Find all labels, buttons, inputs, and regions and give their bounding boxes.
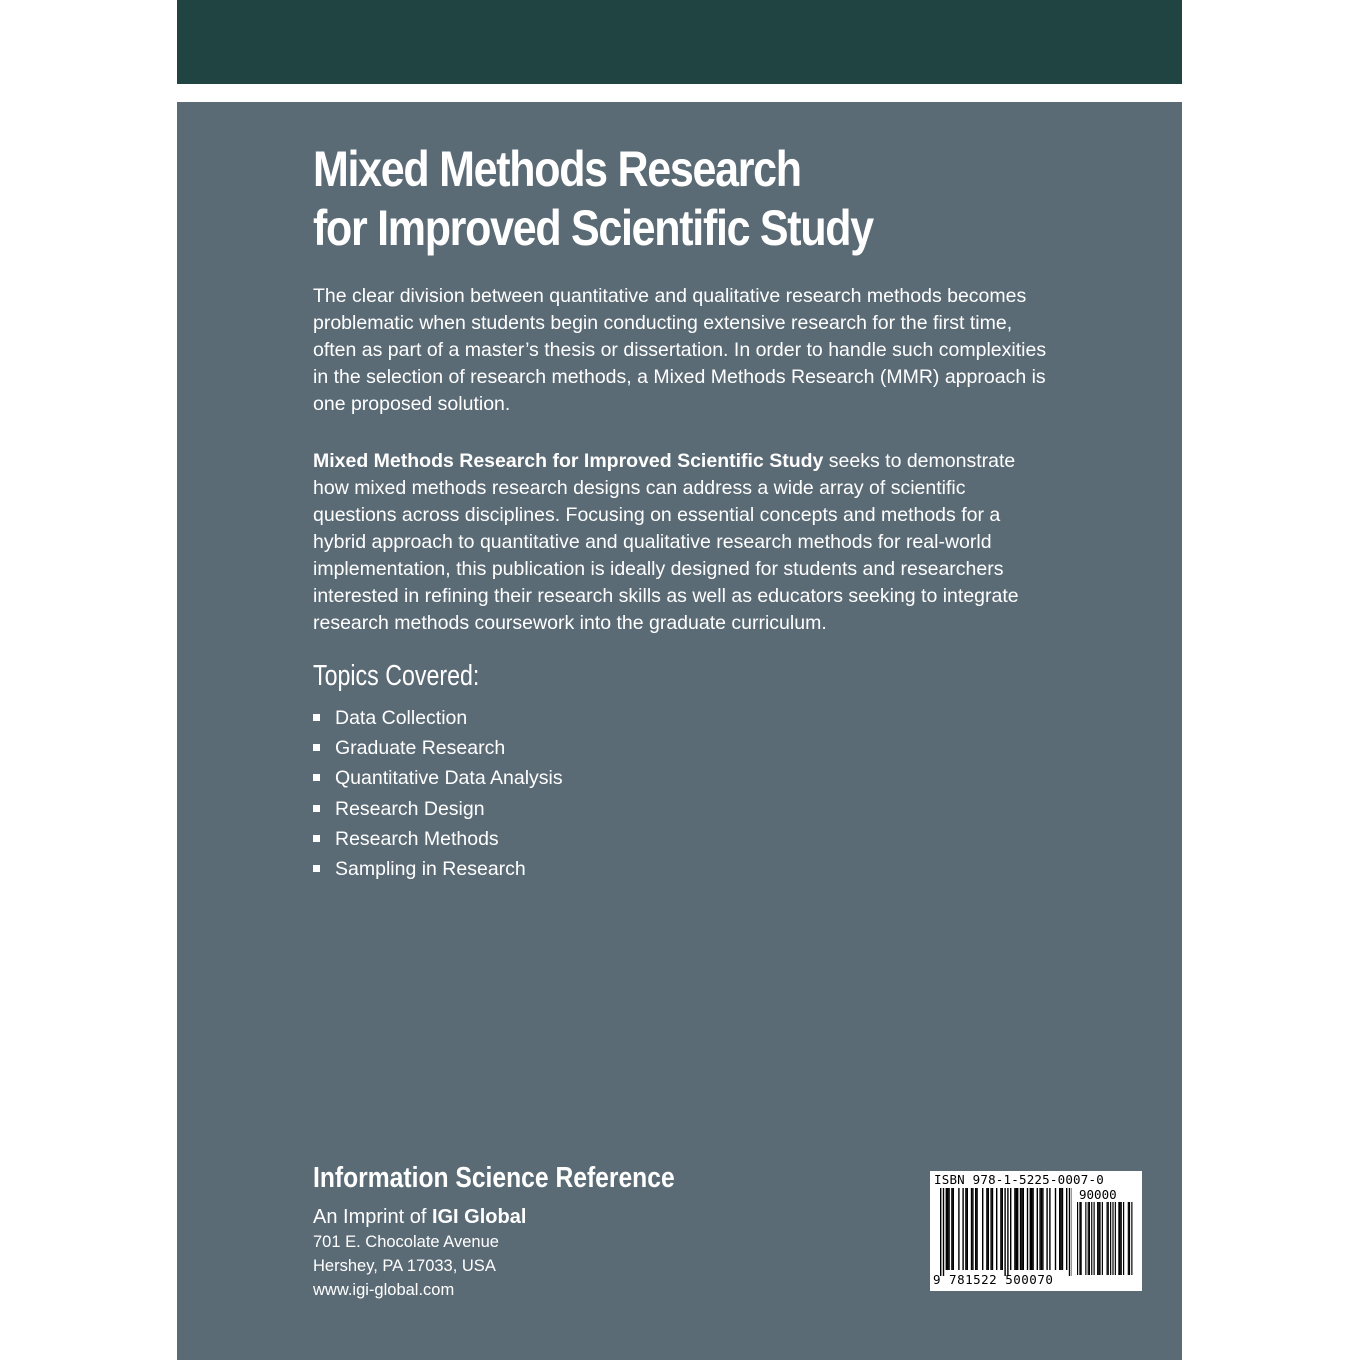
description-paragraph-2 — [313, 448, 1053, 637]
topics-list — [313, 703, 563, 884]
barcode-bar — [943, 1188, 944, 1276]
barcode-addon-number: 90000 — [1079, 1187, 1117, 1202]
addon-bar — [1121, 1202, 1122, 1275]
addon-bar — [1110, 1202, 1111, 1275]
topic-item — [313, 703, 563, 733]
square-bullet-icon — [313, 805, 320, 812]
barcode-bar — [1041, 1188, 1042, 1270]
barcode-bar — [1010, 1188, 1011, 1270]
barcode-bar — [1016, 1188, 1017, 1270]
barcode-bar — [1059, 1188, 1060, 1270]
barcode-bar — [1049, 1188, 1050, 1270]
barcode-bar — [1032, 1188, 1033, 1270]
topic-label: Research Design — [335, 797, 485, 820]
barcode-bar — [1021, 1188, 1022, 1270]
addon-bar — [1085, 1202, 1086, 1275]
square-bullet-icon — [313, 835, 320, 842]
barcode-bar — [1031, 1188, 1032, 1270]
barcode-bar — [1014, 1188, 1015, 1270]
description-paragraph-1: The clear division between quantitative and qualitative research methods becomes problematic when students begin conducting extensive research for the first time, often as part of a master’s thesis or dissertation. In order to handle such complexities in the selection of research methods, a Mixed Methods Research (MMR) approach is one proposed solution. — [313, 285, 1047, 415]
barcode-bar — [1069, 1188, 1070, 1276]
barcode-bar — [940, 1188, 941, 1276]
topic-label: Graduate Research — [335, 737, 506, 760]
barcode-bar — [1002, 1188, 1003, 1270]
addon-bar — [1077, 1202, 1078, 1275]
book-title-line-1: Mixed Methods Research — [313, 141, 801, 197]
isbn-text: ISBN 978-1-5225-0007-0 — [934, 1172, 1104, 1187]
barcode-bar — [1030, 1188, 1031, 1270]
topic-label: Quantitative Data Analysis — [335, 767, 563, 790]
book-title — [313, 140, 967, 258]
description-title-bold: Mixed Methods Research for Improved Scientific Study — [313, 450, 824, 472]
book-title-line-2: for Improved Scientific Study — [313, 200, 873, 256]
barcode-bar — [1007, 1188, 1008, 1276]
square-bullet-icon — [313, 744, 320, 751]
topic-item — [313, 763, 563, 793]
topic-item — [313, 824, 563, 854]
addon-bar — [1099, 1202, 1100, 1275]
addon-bar — [1131, 1202, 1132, 1275]
addon-bar — [1097, 1202, 1098, 1275]
address-line-1: 701 E. Chocolate Avenue — [313, 1233, 499, 1251]
square-bullet-icon — [313, 714, 320, 721]
topic-label: Sampling in Research — [335, 858, 526, 881]
barcode-bar — [976, 1188, 977, 1270]
topics-heading: Topics Covered: — [313, 660, 480, 692]
addon-bar — [1123, 1202, 1124, 1275]
addon-bar — [1089, 1202, 1090, 1275]
barcode-bar — [1020, 1188, 1021, 1270]
barcode-bar — [1017, 1188, 1018, 1270]
publisher-name: Information Science Reference — [313, 1162, 675, 1194]
addon-bar — [1112, 1202, 1113, 1275]
topic-item — [313, 733, 563, 763]
addon-bar — [1118, 1202, 1119, 1275]
imprint-prefix: An Imprint of — [313, 1206, 432, 1228]
barcode-bar — [967, 1188, 968, 1270]
barcode-bar — [992, 1188, 993, 1270]
barcode-bar — [975, 1188, 976, 1270]
publisher-block — [313, 1162, 738, 1301]
barcode-digits: 9 781522 500070 — [933, 1272, 1054, 1287]
addon-bar — [1079, 1202, 1080, 1275]
top-color-band — [177, 0, 1182, 84]
barcode-bar — [965, 1188, 966, 1270]
description-paragraph-2-body: seeks to demonstrate how mixed methods research designs can address a wide array of scientific questions across disciplines. Focusing on essential concepts and methods for a hybrid approach to quantitative and qualitative research methods for real-world implementation, this publication is ideally designed for students and researchers interested in refining their research skills as well as educators seeking to integrate research methods coursework into the graduate curriculum. — [313, 450, 1019, 634]
barcode-bar — [1004, 1188, 1005, 1276]
topic-label: Research Methods — [335, 827, 499, 850]
addon-bar — [1129, 1202, 1130, 1275]
barcode-bar — [1066, 1188, 1067, 1270]
imprint-line — [313, 1206, 738, 1229]
barcode-bar — [1042, 1188, 1043, 1270]
barcode-bar — [972, 1188, 973, 1270]
barcode-bar — [958, 1188, 959, 1270]
addon-bar — [1119, 1202, 1120, 1275]
imprint-name: IGI Global — [431, 1206, 527, 1228]
barcode-bar — [948, 1188, 949, 1270]
addon-bar — [1107, 1202, 1108, 1275]
barcode-bar — [986, 1188, 987, 1270]
addon-bar — [1098, 1202, 1099, 1275]
publisher-website: www.igi-global.com — [313, 1281, 455, 1299]
addon-bars — [1077, 1202, 1133, 1275]
barcode-bar — [982, 1188, 983, 1270]
address-line-2: Hershey, PA 17033, USA — [313, 1257, 496, 1275]
barcode-bar — [951, 1188, 952, 1270]
addon-bar — [1088, 1202, 1089, 1275]
addon-bar — [1115, 1202, 1116, 1275]
barcode-bar — [1039, 1188, 1040, 1270]
barcode-bar — [946, 1188, 947, 1270]
back-cover — [177, 102, 1182, 1360]
barcode-bar — [971, 1188, 972, 1270]
barcode-bar — [1046, 1188, 1047, 1270]
barcode-bar — [1000, 1188, 1001, 1270]
barcode-bar — [1055, 1188, 1056, 1270]
addon-bar — [1128, 1202, 1129, 1275]
ean13-bars — [940, 1188, 1072, 1276]
topic-label: Data Collection — [335, 707, 468, 729]
addon-bar — [1091, 1202, 1092, 1275]
topic-item — [313, 794, 563, 824]
addon-bar — [1108, 1202, 1109, 1275]
barcode-bar — [990, 1188, 991, 1270]
barcode-bar — [947, 1188, 948, 1270]
square-bullet-icon — [313, 865, 320, 872]
barcode-bar — [1037, 1188, 1038, 1270]
topic-item — [313, 854, 563, 884]
barcode-bar — [953, 1188, 954, 1270]
barcode-bar — [1060, 1188, 1061, 1270]
addon-bar — [1081, 1202, 1082, 1275]
barcode-bar — [962, 1188, 963, 1270]
barcode-bar — [988, 1188, 989, 1270]
isbn-barcode — [930, 1171, 1142, 1291]
addon-bar — [1102, 1202, 1103, 1275]
barcode-bar — [1023, 1188, 1024, 1270]
barcode-bar — [996, 1188, 997, 1270]
barcode-bar — [1027, 1188, 1028, 1270]
square-bullet-icon — [313, 774, 320, 781]
barcode-bar — [1062, 1188, 1063, 1270]
addon-bar — [1094, 1202, 1095, 1275]
